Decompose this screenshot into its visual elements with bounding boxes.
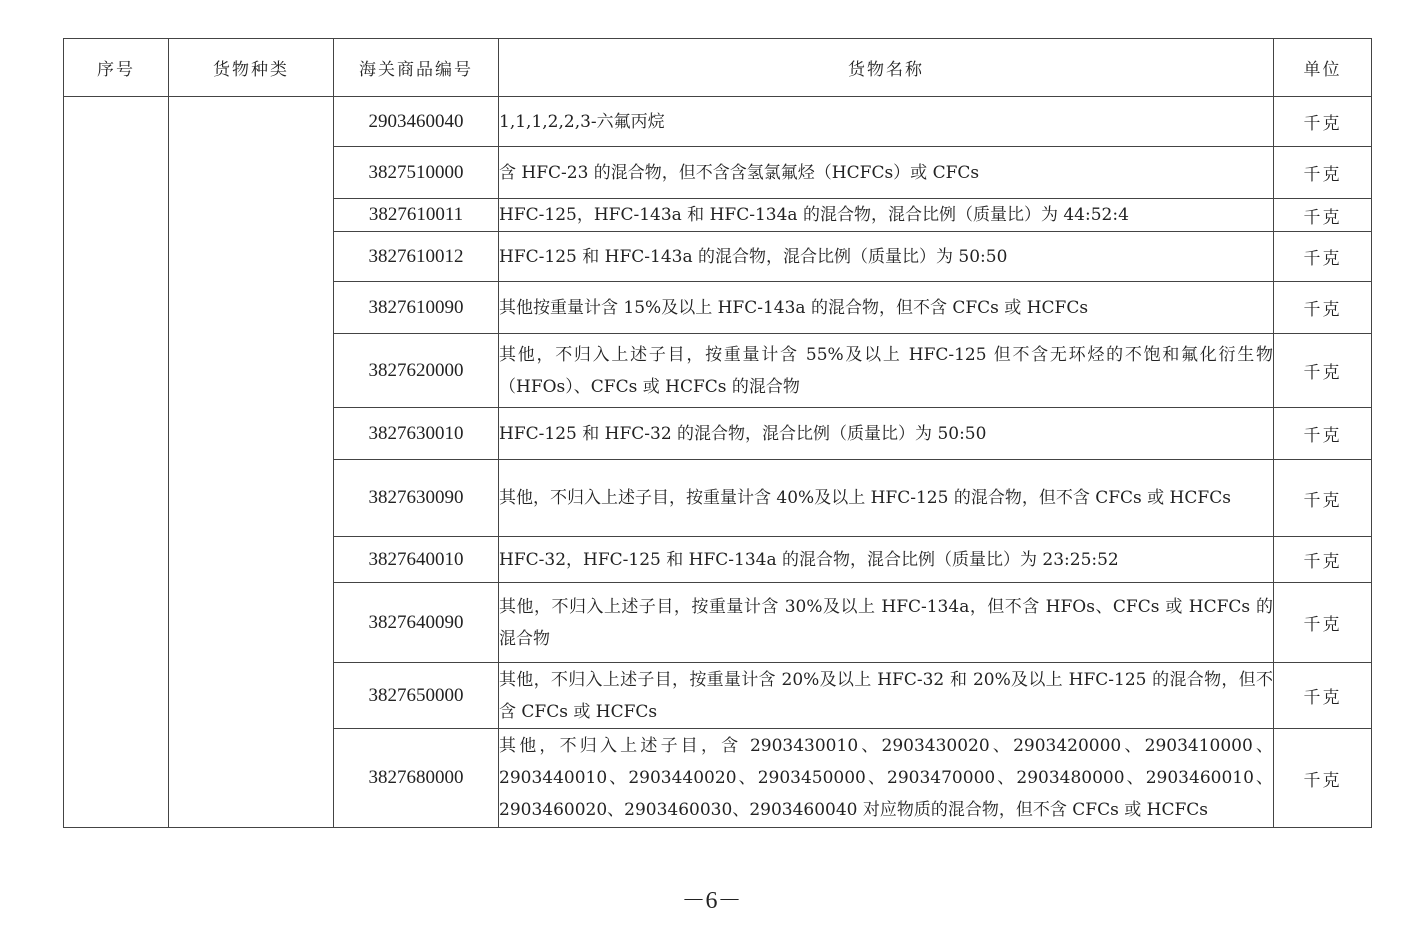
customs-code-cell: 2903460040 — [334, 97, 499, 147]
customs-code-cell: 3827640090 — [334, 583, 499, 663]
unit-cell: 千克 — [1274, 537, 1372, 583]
unit-cell: 千克 — [1274, 334, 1372, 408]
goods-name-cell: HFC-32，HFC-125 和 HFC-134a 的混合物，混合比例（质量比）为 23:25:52 — [499, 537, 1274, 583]
customs-code-cell: 3827610090 — [334, 282, 499, 334]
header-customs-code: 海关商品编号 — [334, 39, 499, 97]
goods-name-cell: HFC-125 和 HFC-143a 的混合物，混合比例（质量比）为 50:50 — [499, 232, 1274, 282]
customs-code-cell: 3827630090 — [334, 460, 499, 537]
unit-cell: 千克 — [1274, 147, 1372, 199]
header-serial-no: 序号 — [64, 39, 169, 97]
header-goods-category: 货物种类 — [169, 39, 334, 97]
goods-name-cell: 1,1,1,2,2,3-六氟丙烷 — [499, 97, 1274, 147]
goods-name-cell: 含 HFC-23 的混合物，但不含含氢氯氟烃（HCFCs）或 CFCs — [499, 147, 1274, 199]
goods-name-cell: 其他，不归入上述子目，按重量计含 55%及以上 HFC-125 但不含无环烃的不饱和氟化衍生物（HFOs）、CFCs 或 HCFCs 的混合物 — [499, 334, 1274, 408]
customs-code-cell: 3827620000 — [334, 334, 499, 408]
unit-cell: 千克 — [1274, 282, 1372, 334]
goods-name-cell: 其他，不归入上述子目，含 2903430010、2903430020、2903420000、2903410000、2903440010、2903440020、2903450000、2903470000、2903480000、2903460010、2903460020、2903460030、2903460040 对应物质的混合物，但不含 CFCs 或 HCFCs — [499, 729, 1274, 828]
goods-name-cell: 其他，不归入上述子目，按重量计含 20%及以上 HFC-32 和 20%及以上 HFC-125 的混合物，但不含 CFCs 或 HCFCs — [499, 663, 1274, 729]
customs-code-cell: 3827650000 — [334, 663, 499, 729]
goods-table — [63, 38, 1372, 828]
goods-name-cell: 其他，不归入上述子目，按重量计含 30%及以上 HFC-134a，但不含 HFOs、CFCs 或 HCFCs 的混合物 — [499, 583, 1274, 663]
unit-cell: 千克 — [1274, 729, 1372, 828]
header-unit: 单位 — [1274, 39, 1372, 97]
customs-code-cell: 3827680000 — [334, 729, 499, 828]
customs-code-cell: 3827610011 — [334, 199, 499, 232]
table-row — [64, 97, 1372, 147]
page-number: －6－ — [681, 888, 742, 914]
table-header-row — [64, 39, 1372, 97]
customs-code-cell: 3827610012 — [334, 232, 499, 282]
goods-name-cell: 其他按重量计含 15%及以上 HFC-143a 的混合物，但不含 CFCs 或 HCFCs — [499, 282, 1274, 334]
unit-cell: 千克 — [1274, 199, 1372, 232]
unit-cell: 千克 — [1274, 663, 1372, 729]
goods-name-cell: 其他，不归入上述子目，按重量计含 40%及以上 HFC-125 的混合物，但不含 CFCs 或 HCFCs — [499, 460, 1274, 537]
goods-name-cell: HFC-125 和 HFC-32 的混合物，混合比例（质量比）为 50:50 — [499, 408, 1274, 460]
unit-cell: 千克 — [1274, 583, 1372, 663]
unit-cell: 千克 — [1274, 460, 1372, 537]
goods-name-cell: HFC-125，HFC-143a 和 HFC-134a 的混合物，混合比例（质量比）为 44:52:4 — [499, 199, 1274, 232]
unit-cell: 千克 — [1274, 232, 1372, 282]
serial-no-cell — [64, 97, 169, 828]
unit-cell: 千克 — [1274, 408, 1372, 460]
customs-code-cell: 3827510000 — [334, 147, 499, 199]
unit-cell: 千克 — [1274, 97, 1372, 147]
customs-code-cell: 3827640010 — [334, 537, 499, 583]
customs-code-cell: 3827630010 — [334, 408, 499, 460]
goods-category-cell — [169, 97, 334, 828]
header-goods-name: 货物名称 — [499, 39, 1274, 97]
